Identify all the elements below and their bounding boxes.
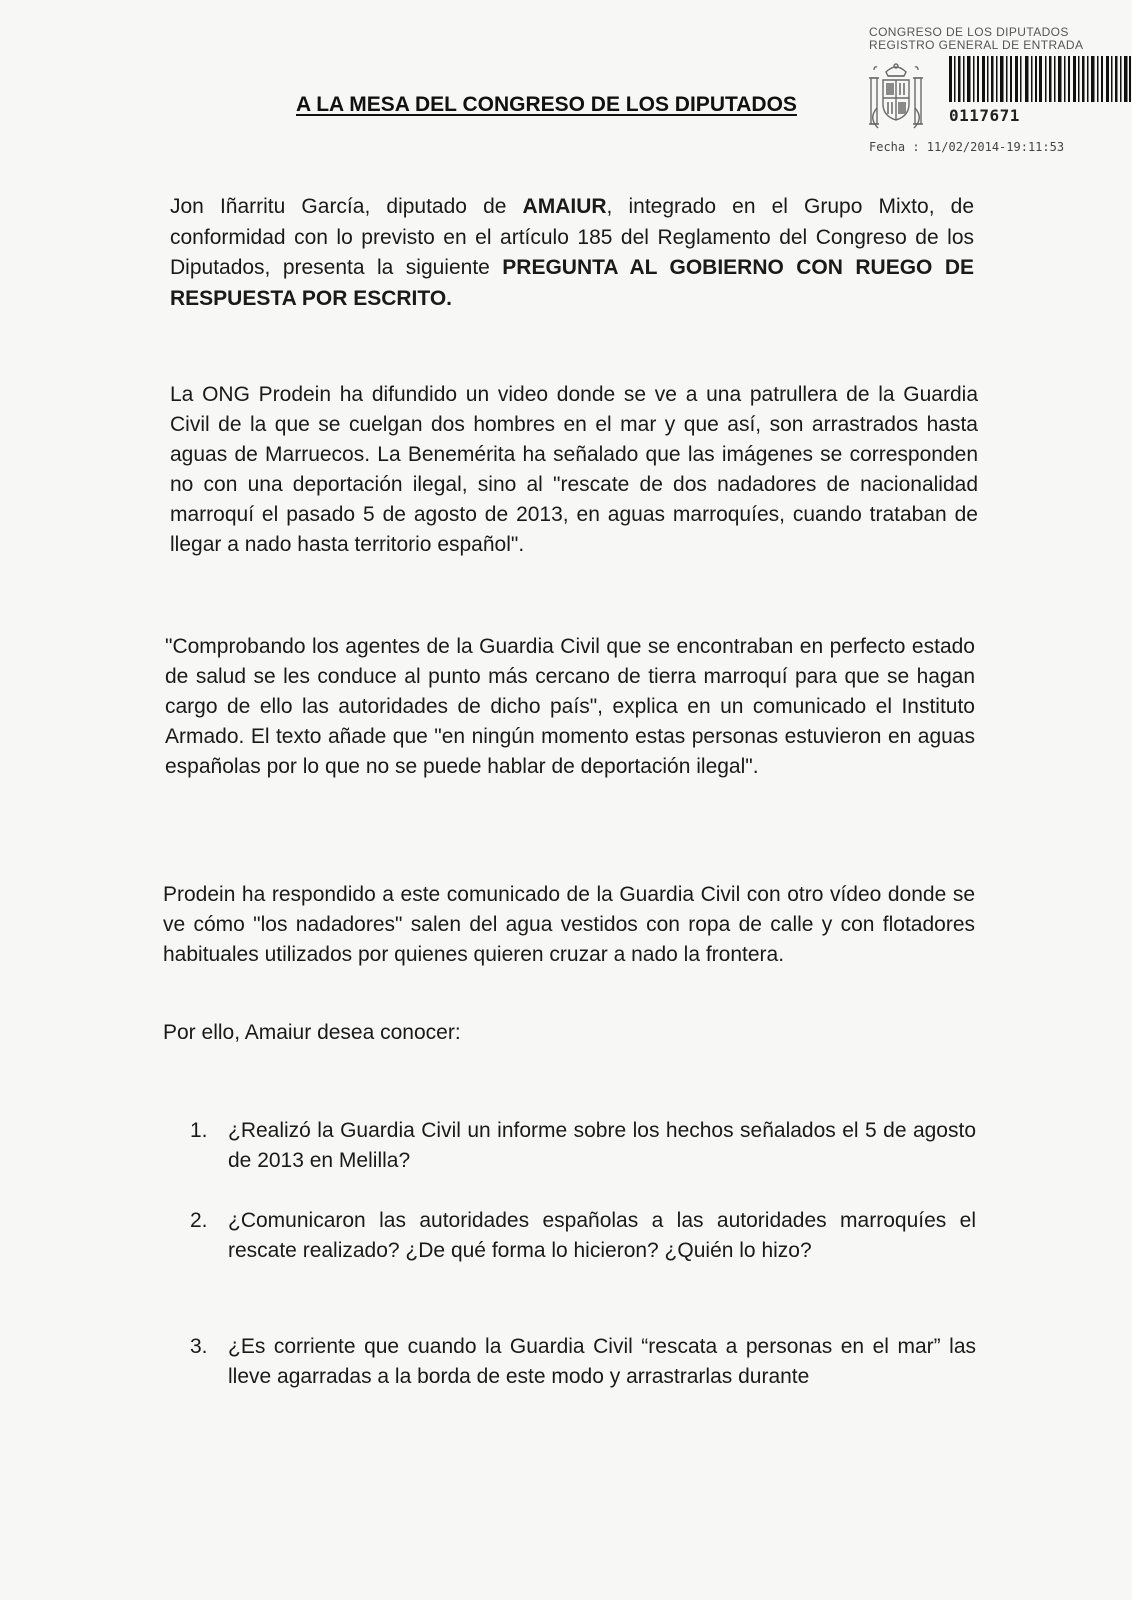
question-number: 2. bbox=[190, 1209, 208, 1232]
intro-paragraph bbox=[170, 192, 974, 314]
question-text: ¿Realizó la Guardia Civil un informe sobre los hechos señalados el 5 de agosto de 2013 en Melilla? bbox=[228, 1119, 976, 1172]
registry-number: 0117671 bbox=[949, 106, 1020, 125]
paragraph-questions-intro: Por ello, Amaiur desea conocer: bbox=[163, 1021, 461, 1044]
paragraph-video-report: La ONG Prodein ha difundido un video donde se ve a una patrullera de la Guardia Civil de la que se cuelgan dos hombres en el mar y que así, son arrastrados hasta aguas de Marruecos. La Benemérita ha señalado que las imágenes se corresponden no con una deportación ilegal, sino al "rescate de dos nadadores de nacionalidad marroquí el pasado 5 de agosto de 2013, en aguas marroquíes, cuando trataban de llegar a nado hasta territorio español". bbox=[170, 383, 978, 556]
stamp-institution: CONGRESO DE LOS DIPUTADOS bbox=[869, 25, 1069, 39]
registry-barcode bbox=[949, 56, 1131, 102]
paragraph-civil-guard-statement: "Comprobando los agentes de la Guardia Civil que se encontraban en perfecto estado de salud se les conduce al punto más cercano de tierra marroquí para que se hagan cargo de ello las autoridades de dicho país", explica en un comunicado el Instituto Armado. El texto añade que "en ningún momento estas personas estuvieron en aguas españolas por lo que no se puede hablar de deportación ilegal". bbox=[165, 635, 975, 778]
paragraph-prodein-response: Prodein ha respondido a este comunicado de la Guardia Civil con otro vídeo donde se ve cómo "los nadadores" salen del agua vestidos con ropa de calle y con flotadores habituales utilizados por quienes quieren cruzar a nado la frontera. bbox=[163, 883, 975, 966]
party-name: AMAIUR bbox=[522, 195, 607, 218]
question-text: ¿Comunicaron las autoridades españolas a las autoridades marroquíes el rescate realizado? ¿De qué forma lo hicieron? ¿Quién lo hizo? bbox=[228, 1209, 976, 1262]
registry-stamp-header bbox=[869, 26, 1109, 52]
stamp-registry-label: REGISTRO GENERAL DE ENTRADA bbox=[869, 38, 1084, 52]
registry-date: Fecha : 11/02/2014-19:11:53 bbox=[869, 140, 1065, 154]
question-number: 1. bbox=[190, 1119, 208, 1142]
question-text: ¿Es corriente que cuando la Guardia Civil “rescata a personas en el mar” las lleve agarradas a la borda de este modo y arrastrarlas durante bbox=[228, 1335, 976, 1388]
document-title: A LA MESA DEL CONGRESO DE LOS DIPUTADOS bbox=[296, 93, 797, 116]
question-number: 3. bbox=[190, 1335, 208, 1358]
question-type-label: PREGUNTA AL GOBIERNO CON RUEGO DE RESPUESTA POR ESCRITO. bbox=[170, 256, 974, 310]
spanish-coat-of-arms-icon bbox=[866, 58, 926, 136]
intro-text-start: Jon Iñarritu García, diputado de bbox=[170, 195, 523, 218]
intro-text-middle: , integrado en el Grupo Mixto, de conformidad con lo previsto en el artículo 185 del Reglamento del Congreso de los Diputados, presenta la siguiente bbox=[170, 195, 974, 279]
